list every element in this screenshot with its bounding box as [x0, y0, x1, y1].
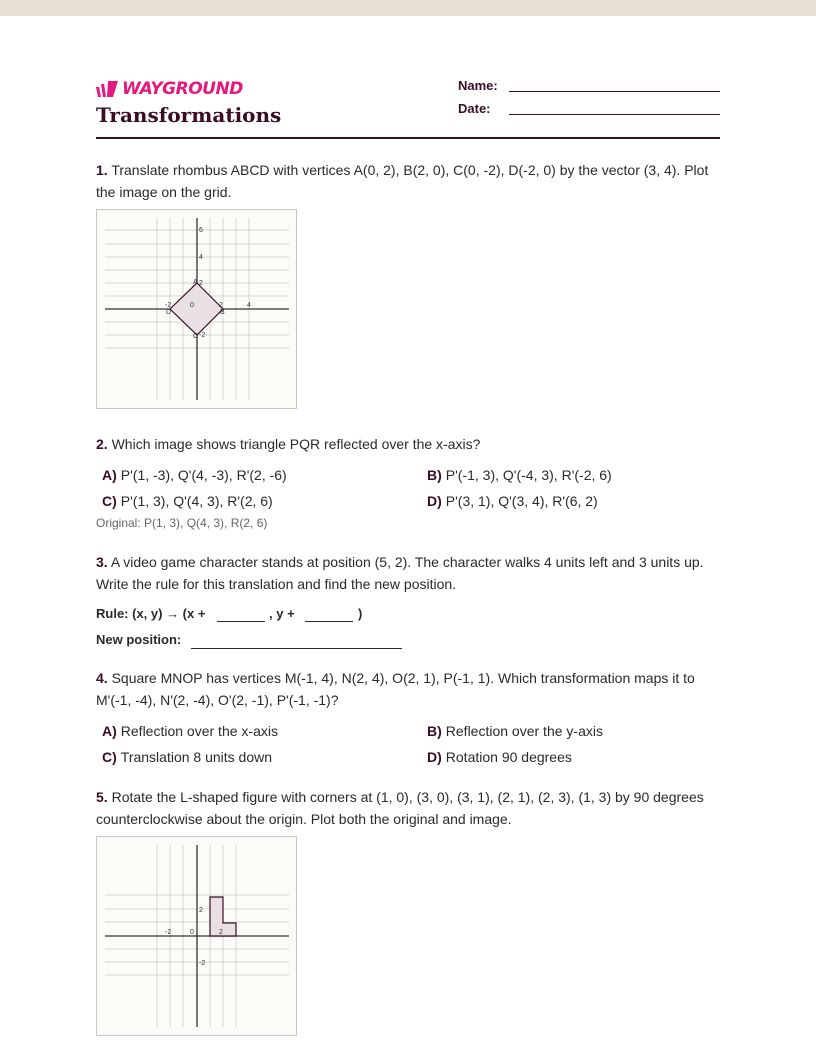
rule-x-blank[interactable]: [217, 621, 265, 622]
option-d[interactable]: D) Rotation 90 degrees: [427, 749, 572, 765]
original-note: Original: P(1, 3), Q(4, 3), R(2, 6): [96, 516, 268, 530]
question-number: 5.: [96, 789, 108, 805]
vertex-label-b: B: [220, 309, 225, 316]
tick-label-origin: 0: [190, 929, 194, 936]
tick-label-y-neg2: -2: [199, 332, 206, 339]
rule-y-blank[interactable]: [305, 621, 353, 622]
vertex-label-a: A: [193, 279, 198, 286]
new-position-label: New position:: [96, 632, 182, 647]
option-c[interactable]: C) Translation 8 units down: [102, 749, 273, 765]
tick-label-y6: 6: [199, 227, 203, 234]
rule-mid: , y +: [269, 606, 295, 621]
tick-label-x2: 2: [219, 302, 223, 309]
option-a[interactable]: A) Reflection over the x-axis: [102, 723, 278, 739]
question-2: [96, 433, 720, 455]
question-5: [96, 786, 720, 830]
date-label: Date:: [458, 101, 491, 116]
question-text: Square MNOP has vertices M(-1, 4), N(2, 4), O(2, 1), P(-1, 1). Which transformation maps it to M'(-1, -4), N'(2, -4), O'(2, -1), P'(-1, -1)?: [96, 670, 695, 708]
option-d[interactable]: D) P'(3, 1), Q'(3, 4), R'(6, 2): [427, 493, 598, 509]
question-text: Rotate the L-shaped figure with corners at (1, 0), (3, 0), (3, 1), (2, 1), (2, 3), (1, 3) by 90 degrees counterclockwise about the origin. Plot both the original and image.: [96, 789, 704, 827]
question-text: Translate rhombus ABCD with vertices A(0, 2), B(2, 0), C(0, -2), D(-2, 0) by the vector (3, 4). Plot the image on the grid.: [96, 162, 709, 200]
vertex-label-d: D: [166, 309, 172, 316]
coordinate-grid-1[interactable]: [96, 209, 297, 409]
brand-logo: [96, 79, 243, 99]
name-label: Name:: [458, 78, 498, 93]
coordinate-grid-5[interactable]: [96, 836, 297, 1036]
question-number: 1.: [96, 162, 108, 178]
tick-label-origin: 0: [190, 302, 194, 309]
l-shaped-figure: [210, 897, 236, 936]
new-position-blank[interactable]: [191, 648, 402, 649]
tick-label-x-neg2: -2: [165, 302, 172, 309]
brand-name: WAYGROUND: [122, 79, 243, 99]
rhombus-abcd: [170, 283, 223, 335]
rule-prefix: Rule: (x, y) → (x +: [96, 606, 206, 621]
header-divider: [96, 137, 720, 139]
question-number: 2.: [96, 436, 108, 452]
tick-label-x2: 2: [219, 929, 223, 936]
option-a[interactable]: A) P'(1, -3), Q'(4, -3), R'(2, -6): [102, 467, 287, 483]
question-3: [96, 551, 720, 595]
brand-mark-icon: [96, 81, 118, 97]
tick-label-y2: 2: [199, 280, 203, 287]
tick-label-x-neg2: -2: [165, 929, 172, 936]
question-number: 4.: [96, 670, 108, 686]
rule-end: ): [358, 606, 363, 621]
tick-label-y-neg2: -2: [199, 960, 206, 967]
tick-label-y2: 2: [199, 907, 203, 914]
question-text: Which image shows triangle PQR reflected over the x-axis?: [111, 436, 481, 452]
option-b[interactable]: B) P'(-1, 3), Q'(-4, 3), R'(-2, 6): [427, 467, 612, 483]
question-1: [96, 159, 720, 203]
question-4: [96, 667, 720, 711]
page-title: Transformations: [96, 103, 282, 127]
top-bar: [0, 0, 816, 16]
date-field[interactable]: [509, 114, 720, 115]
question-number: 3.: [96, 554, 108, 570]
tick-label-y4: 4: [199, 254, 203, 261]
name-field[interactable]: [509, 91, 720, 92]
option-c[interactable]: C) P'(1, 3), Q'(4, 3), R'(2, 6): [102, 493, 273, 509]
vertex-label-c: C: [193, 333, 199, 340]
question-text: A video game character stands at position (5, 2). The character walks 4 units left and 3 units up. Write the rule for this translation and find the new position.: [96, 554, 704, 592]
tick-label-x4: 4: [247, 302, 251, 309]
option-b[interactable]: B) Reflection over the y-axis: [427, 723, 603, 739]
